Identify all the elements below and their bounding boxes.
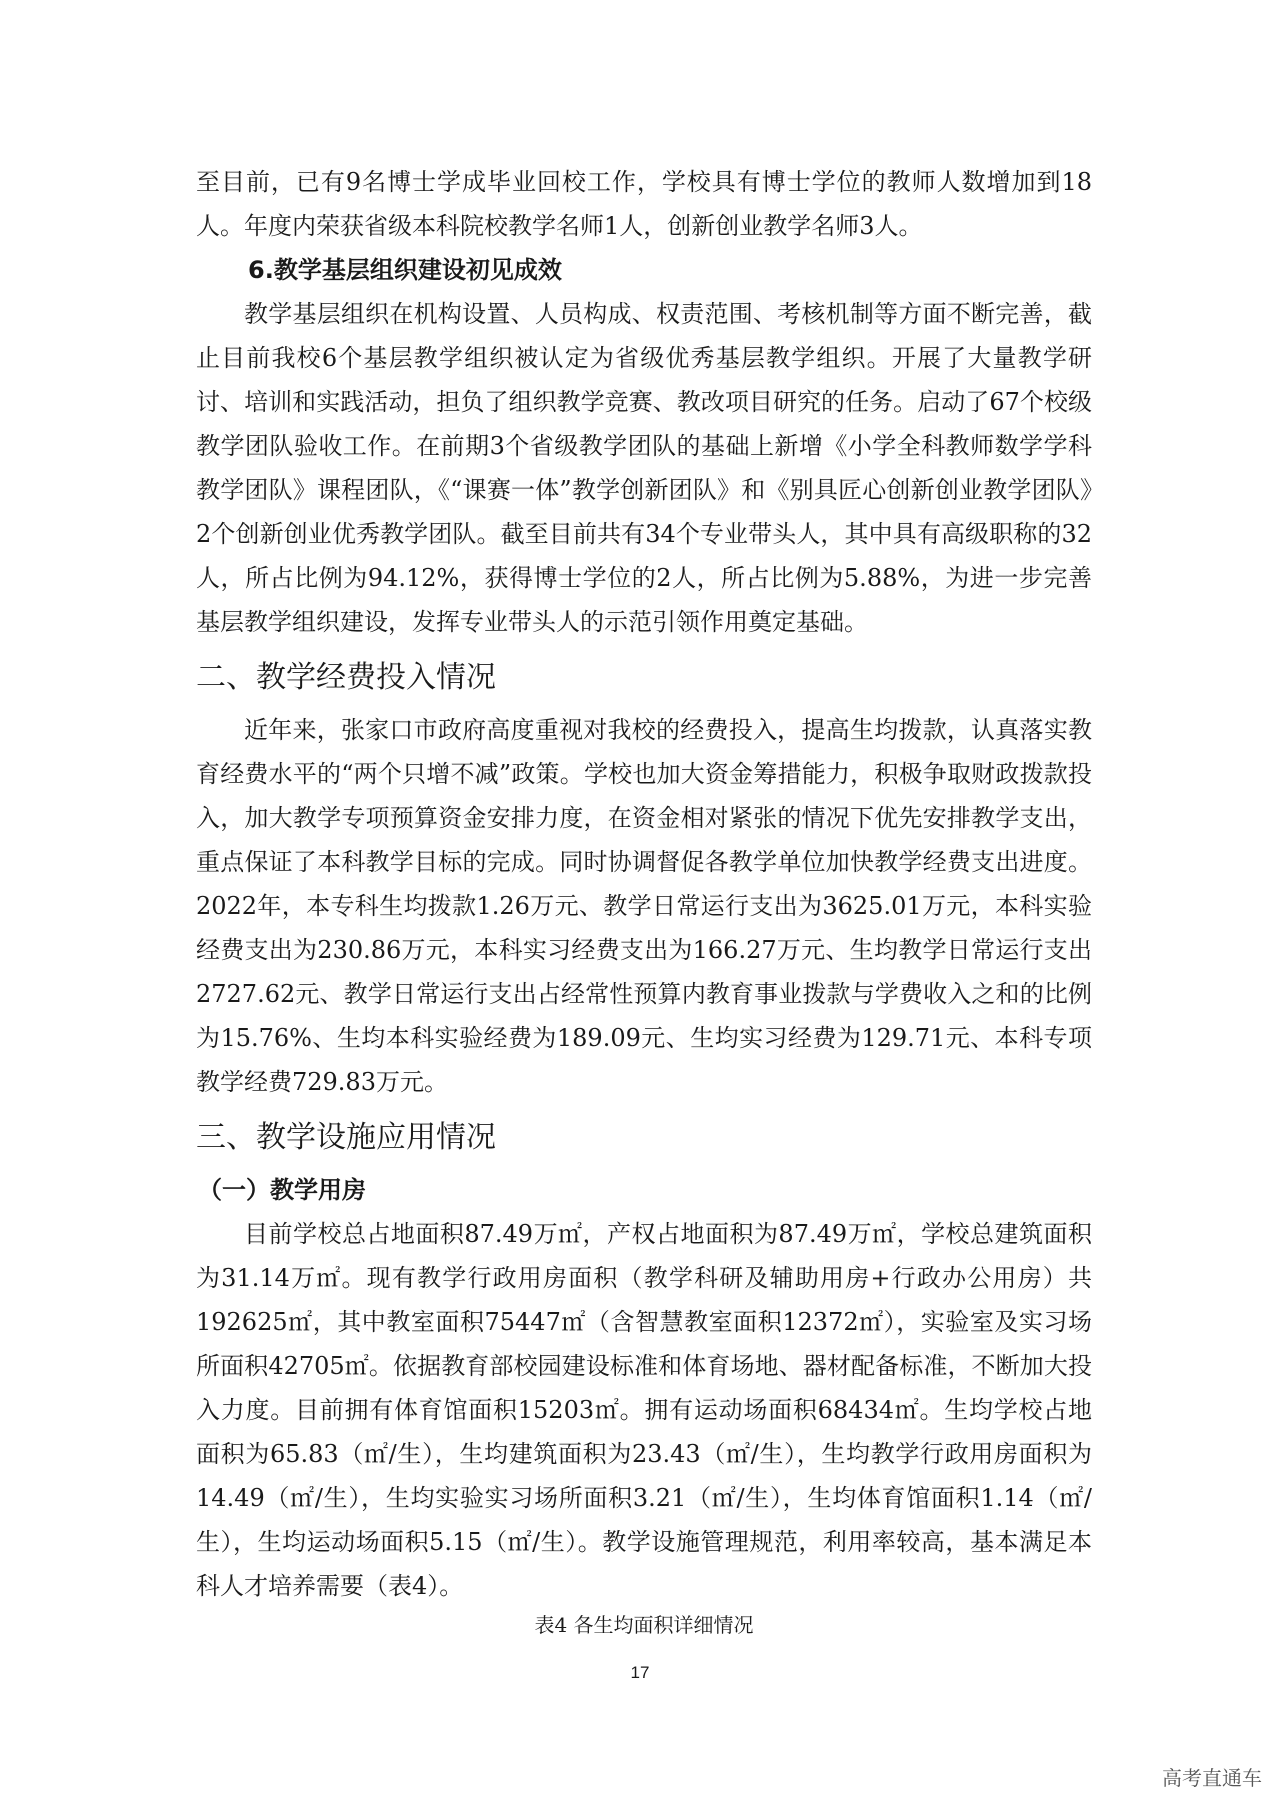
intro-paragraph: 至目前，已有9名博士学成毕业回校工作，学校具有博士学位的教师人数增加到18人。年度内荣获省级本科院校教学名师1人，创新创业教学名师3人。	[196, 168, 1092, 240]
section6-paragraph: 教学基层组织在机构设置、人员构成、权责范围、考核机制等方面不断完善，截止目前我校6个基层教学组织被认定为省级优秀基层教学组织。开展了大量教学研讨、培训和实践活动，担负了组织教学竞赛、教改项目研究的任务。启动了67个校级教学团队验收工作。在前期3个省级教学团队的基础上新增《小学全科教师数学学科教学团队》课程团队，《“课赛一体”教学创新团队》和《别具匠心创新创业教学团队》2个创新创业优秀教学团队。截至目前共有34个专业带头人，其中具有高级职称的32人，所占比例为94.12%，获得博士学位的2人，所占比例为5.88%，为进一步完善基层教学组织建设，发挥专业带头人的示范引领作用奠定基础。	[196, 300, 1092, 636]
subheading-teaching-housing: （一）教学用房	[198, 1176, 366, 1204]
body-text	[196, 160, 1092, 1642]
page-number: 17	[630, 1663, 650, 1682]
heading-facilities: 三、教学设施应用情况	[196, 1120, 496, 1155]
housing-paragraph: 目前学校总占地面积87.49万㎡，产权占地面积为87.49万㎡，学校总建筑面积为31.14万㎡。现有教学行政用房面积（教学科研及辅助用房+行政办公用房）共192625㎡，其中教室面积75447㎡（含智慧教室面积12372㎡），实验室及实习场所面积42705㎡。依据教育部校园建设标准和体育场地、器材配备标准，不断加大投入力度。目前拥有体育馆面积15203㎡。拥有运动场面积68434㎡。生均学校占地面积为65.83（㎡/生），生均建筑面积为23.43（㎡/生），生均教学行政用房面积为14.49（㎡/生），生均实验实习场所面积3.21（㎡/生），生均体育馆面积1.14（㎡/生），生均运动场面积5.15（㎡/生）。教学设施管理规范，利用率较高，基本满足本科人才培养需要（表4）。	[196, 1220, 1092, 1600]
watermark-text: 高考直通车	[1162, 1766, 1262, 1790]
table-caption: 表4 各生均面积详细情况	[534, 1613, 754, 1637]
funding-paragraph: 近年来，张家口市政府高度重视对我校的经费投入，提高生均拨款，认真落实教育经费水平的“两个只增不减”政策。学校也加大资金筹措能力，积极争取财政拨款投入，加大教学专项预算资金安排力度，在资金相对紧张的情况下优先安排教学支出，重点保证了本科教学目标的完成。同时协调督促各教学单位加快教学经费支出进度。2022年，本专科生均拨款1.26万元、教学日常运行支出为3625.01万元，本科实验经费支出为230.86万元，本科实习经费支出为166.27万元、生均教学日常运行支出2727.62元、教学日常运行支出占经常性预算内教育事业拨款与学费收入之和的比例为15.76%、生均本科实验经费为189.09元、生均实习经费为129.71元、本科专项教学经费729.83万元。	[196, 716, 1092, 1096]
heading-funding: 二、教学经费投入情况	[196, 660, 496, 695]
section6-title: 6.教学基层组织建设初见成效	[248, 256, 562, 284]
